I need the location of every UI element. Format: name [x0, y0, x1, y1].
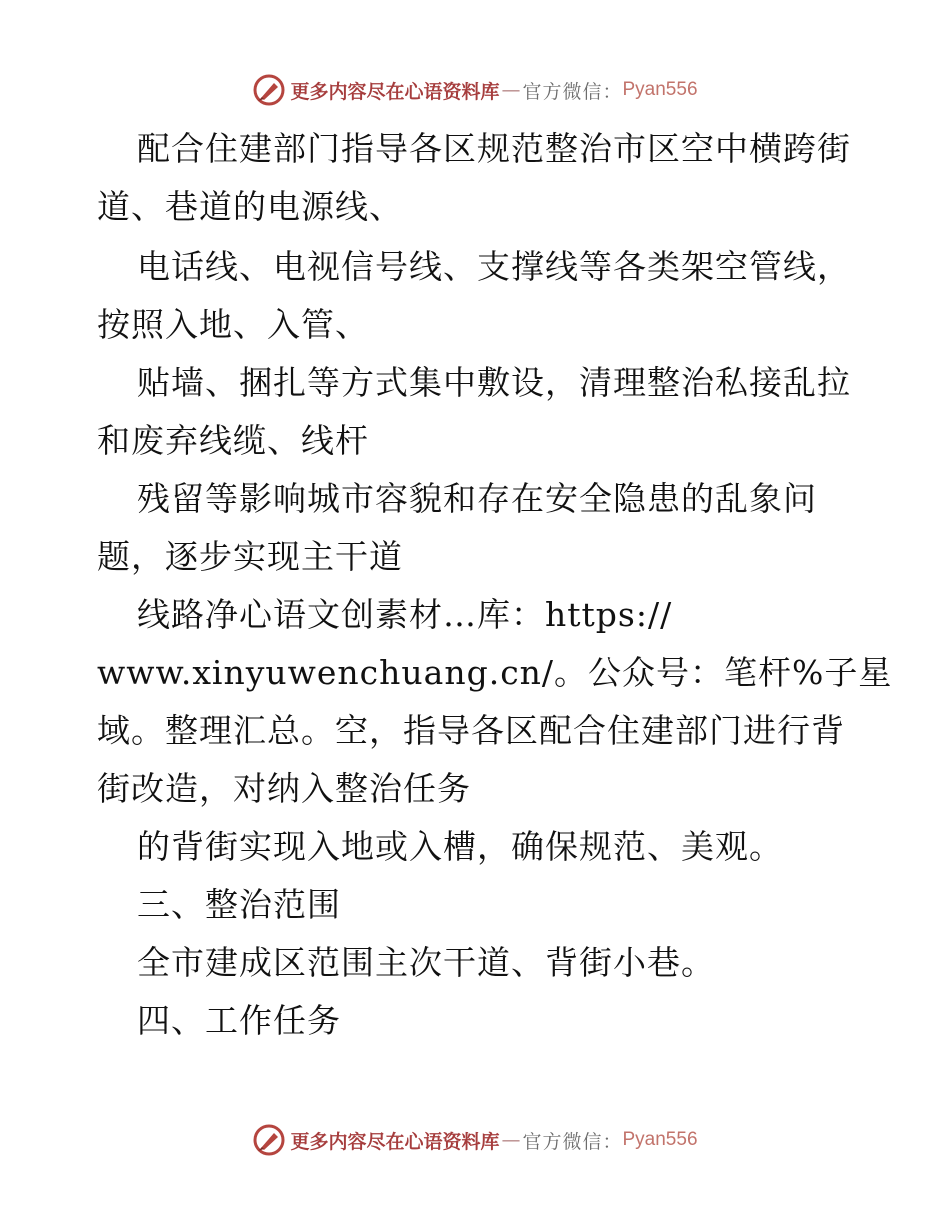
pen-nib-logo-icon: [252, 73, 286, 107]
banner-title: 更多内容尽在心语资料库: [290, 1130, 500, 1153]
text-line: 线路净心语文创素材…库：https://: [137, 595, 673, 634]
text-line: 道、巷道的电源线、: [97, 187, 403, 226]
section-heading: 三、整治范围: [137, 885, 341, 924]
banner-wechat-id: Pyan556: [622, 79, 698, 100]
section-heading: 四、工作任务: [137, 1001, 341, 1040]
header-banner: [0, 70, 950, 110]
banner-wechat-id: Pyan556: [622, 1129, 698, 1150]
text-line: 题，逐步实现主干道: [97, 537, 403, 576]
banner-subtitle: 官方微信：: [522, 1130, 623, 1153]
text-line: 电话线、电视信号线、支撑线等各类架空管线，: [137, 247, 851, 286]
banner-dash: —: [501, 79, 521, 101]
text-line: 全市建成区范围主次干道、背街小巷。: [137, 943, 715, 982]
text-line: 贴墙、捆扎等方式集中敷设，清理整治私接乱拉: [137, 363, 851, 402]
text-line: 和废弃线缆、线杆: [97, 421, 369, 460]
text-line: www.xinyuwenchuang.cn/。公众号：笔杆%子星: [97, 653, 893, 692]
footer-banner: [0, 1120, 950, 1160]
text-line: 域。整理汇总。空，指导各区配合住建部门进行背: [97, 711, 845, 750]
pen-nib-logo-icon: [252, 1123, 286, 1157]
text-line: 的背街实现入地或入槽，确保规范、美观。: [137, 827, 783, 866]
text-line: 残留等影响城市容貌和存在安全隐患的乱象问: [137, 479, 817, 518]
text-line: 配合住建部门指导各区规范整治市区空中横跨街: [137, 129, 851, 168]
banner-subtitle: 官方微信：: [522, 80, 623, 103]
text-line: 街改造，对纳入整治任务: [97, 769, 471, 808]
text-line: 按照入地、入管、: [97, 305, 369, 344]
banner-dash: —: [501, 1129, 521, 1151]
banner-title: 更多内容尽在心语资料库: [290, 80, 500, 103]
